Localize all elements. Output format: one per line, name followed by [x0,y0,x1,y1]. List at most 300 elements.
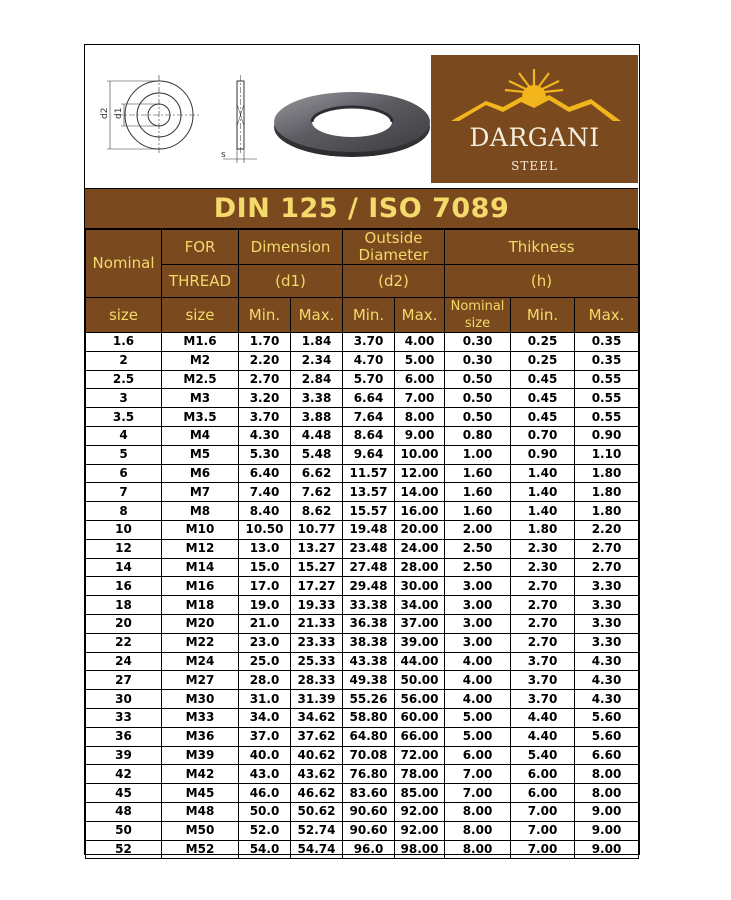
table-cell: 15.27 [291,558,343,577]
table-cell: 52 [86,840,162,859]
table-cell: 52.74 [291,821,343,840]
table-cell: 4.00 [395,333,445,352]
header-d1-max: Max. [291,298,343,333]
table-cell: 2.70 [575,539,639,558]
table-row [86,483,639,502]
table-cell: 9.64 [343,445,395,464]
table-cell: 85.00 [395,784,445,803]
sun-mountain-icon [431,55,638,125]
company-logo [431,55,638,183]
table-cell: 0.45 [511,389,575,408]
table-row [86,652,639,671]
table-cell: 1.60 [445,483,511,502]
table-cell: 22 [86,633,162,652]
table-cell: 38.38 [343,633,395,652]
table-cell: 5.60 [575,708,639,727]
washer-technical-drawing [97,71,259,171]
table-cell: 30 [86,690,162,709]
table-body [86,333,639,859]
table-cell: 5.00 [395,351,445,370]
table-cell: 6.00 [511,765,575,784]
table-cell: 2.30 [511,539,575,558]
s-label: s [221,150,226,160]
table-cell: 39 [86,746,162,765]
table-cell: M14 [162,558,239,577]
table-row [86,802,639,821]
table-cell: 19.0 [239,596,291,615]
table-cell: 25.0 [239,652,291,671]
table-cell: 2.5 [86,370,162,389]
table-cell: 23.48 [343,539,395,558]
table-cell: 54.0 [239,840,291,859]
table-cell: 1.80 [575,464,639,483]
table-cell: 5.00 [445,708,511,727]
table-cell: 1.00 [445,445,511,464]
header-thread: THREAD [162,265,239,298]
table-cell: 17.27 [291,577,343,596]
table-cell: 23.33 [291,633,343,652]
table-cell: M6 [162,464,239,483]
table-cell: 1.10 [575,445,639,464]
table-cell: 21.0 [239,614,291,633]
table-cell: 7.00 [445,765,511,784]
table-row [86,502,639,521]
table-cell: 92.00 [395,821,445,840]
table-cell: 36 [86,727,162,746]
table-row [86,370,639,389]
table-cell: 58.80 [343,708,395,727]
table-cell: 5.60 [575,727,639,746]
table-cell: 1.6 [86,333,162,352]
table-cell: 2.30 [511,558,575,577]
table-row [86,614,639,633]
table-cell: 2.70 [575,558,639,577]
table-cell: 39.00 [395,633,445,652]
table-cell: 3.30 [575,596,639,615]
table-cell: 2.50 [445,558,511,577]
table-cell: 78.00 [395,765,445,784]
table-cell: 28.33 [291,671,343,690]
table-cell: 36.38 [343,614,395,633]
header-d1-min: Min. [239,298,291,333]
table-cell: 48 [86,802,162,821]
table-cell: 8.00 [445,802,511,821]
table-cell: 3.00 [445,614,511,633]
table-row [86,784,639,803]
table-cell: 30.00 [395,577,445,596]
header-outside: Outside [364,229,423,247]
table-cell: M36 [162,727,239,746]
table-cell: 1.80 [575,502,639,521]
table-cell: 3.70 [511,652,575,671]
table-cell: 0.55 [575,408,639,427]
page-title: DIN 125 / ISO 7089 [85,189,638,229]
table-row [86,727,639,746]
table-row [86,708,639,727]
table-cell: 8.00 [575,765,639,784]
table-cell: 3.70 [343,333,395,352]
washer-photo [271,85,433,161]
table-row [86,746,639,765]
header-d1: (d1) [239,265,343,298]
table-cell: 6.00 [511,784,575,803]
table-cell: 1.70 [239,333,291,352]
table-cell: M33 [162,708,239,727]
table-cell: 5.40 [511,746,575,765]
header-diameter: Diameter [358,246,429,264]
table-cell: 49.38 [343,671,395,690]
table-cell: 24 [86,652,162,671]
table-cell: 2.70 [511,596,575,615]
header-thread-size: size [162,298,239,333]
table-cell: M4 [162,426,239,445]
table-cell: 7.00 [445,784,511,803]
table-cell: 5.30 [239,445,291,464]
table-cell: 5 [86,445,162,464]
table-cell: M8 [162,502,239,521]
table-cell: 13.0 [239,539,291,558]
table-cell: 52.0 [239,821,291,840]
table-cell: 11.57 [343,464,395,483]
table-row [86,671,639,690]
table-cell: M18 [162,596,239,615]
table-cell: 2.70 [511,633,575,652]
table-row [86,464,639,483]
table-cell: 1.40 [511,464,575,483]
table-cell: 34.0 [239,708,291,727]
table-cell: 4 [86,426,162,445]
table-cell: 9.00 [395,426,445,445]
d1-label: d1 [114,107,124,119]
table-cell: 8.64 [343,426,395,445]
table-cell: 31.39 [291,690,343,709]
table-cell: 14 [86,558,162,577]
header-size: size [86,298,162,333]
table-cell: 3.70 [511,690,575,709]
table-cell: 60.00 [395,708,445,727]
table-cell: 4.70 [343,351,395,370]
table-cell: 3.00 [445,577,511,596]
table-cell: M48 [162,802,239,821]
table-row [86,539,639,558]
table-cell: 27 [86,671,162,690]
table-cell: 4.40 [511,708,575,727]
table-row [86,558,639,577]
table-cell: M3.5 [162,408,239,427]
header-h: (h) [445,265,639,298]
table-cell: 40.62 [291,746,343,765]
d2-label: d2 [100,107,110,119]
table-cell: 4.48 [291,426,343,445]
table-cell: 7.62 [291,483,343,502]
table-cell: 1.40 [511,502,575,521]
table-cell: 4.30 [575,671,639,690]
table-cell: 3.20 [239,389,291,408]
table-cell: 4.30 [575,652,639,671]
table-cell: 0.35 [575,333,639,352]
table-cell: 0.45 [511,370,575,389]
table-cell: 6.62 [291,464,343,483]
table-cell: 50.0 [239,802,291,821]
table-cell: 45 [86,784,162,803]
table-cell: 55.26 [343,690,395,709]
table-cell: 33.38 [343,596,395,615]
table-row [86,520,639,539]
table-cell: 20.00 [395,520,445,539]
table-cell: M5 [162,445,239,464]
table-cell: M42 [162,765,239,784]
table-cell: 19.48 [343,520,395,539]
table-cell: 16.00 [395,502,445,521]
table-cell: M1.6 [162,333,239,352]
table-row [86,333,639,352]
table-cell: 8.40 [239,502,291,521]
table-cell: 8.00 [575,784,639,803]
table-cell: 12.00 [395,464,445,483]
table-cell: 0.25 [511,333,575,352]
header-d2-min: Min. [343,298,395,333]
table-cell: 6.00 [395,370,445,389]
table-cell: 6.64 [343,389,395,408]
table-cell: 8.00 [445,821,511,840]
header-for: FOR [162,230,239,265]
table-cell: 66.00 [395,727,445,746]
table-cell: 0.55 [575,370,639,389]
table-cell: 2.70 [511,577,575,596]
header-h-max: Max. [575,298,639,333]
table-cell: M27 [162,671,239,690]
table-cell: 33 [86,708,162,727]
table-cell: 3.5 [86,408,162,427]
table-cell: 16 [86,577,162,596]
table-cell: 0.90 [511,445,575,464]
table-cell: 1.84 [291,333,343,352]
datasheet [84,44,640,855]
table-cell: 31.0 [239,690,291,709]
table-cell: 5.00 [445,727,511,746]
table-cell: 2.70 [511,614,575,633]
logo-subtitle: STEEL [511,159,558,173]
table-cell: 9.00 [575,821,639,840]
table-cell: 64.80 [343,727,395,746]
table-cell: 34.62 [291,708,343,727]
table-cell: 0.55 [575,389,639,408]
table-cell: 15.0 [239,558,291,577]
table-cell: 98.00 [395,840,445,859]
table-row [86,840,639,859]
table-cell: 1.80 [511,520,575,539]
table-cell: 28.0 [239,671,291,690]
table-row [86,596,639,615]
table-cell: 2.50 [445,539,511,558]
table-cell: M10 [162,520,239,539]
table-cell: 92.00 [395,802,445,821]
table-cell: M7 [162,483,239,502]
table-cell: 15.57 [343,502,395,521]
table-cell: 28.00 [395,558,445,577]
table-cell: 8.00 [445,840,511,859]
table-cell: 43.38 [343,652,395,671]
table-cell: M52 [162,840,239,859]
table-cell: 0.35 [575,351,639,370]
table-cell: 29.48 [343,577,395,596]
table-cell: 4.00 [445,652,511,671]
table-cell: 4.40 [511,727,575,746]
table-cell: 0.30 [445,351,511,370]
table-cell: 2 [86,351,162,370]
table-cell: 3 [86,389,162,408]
table-cell: 4.00 [445,690,511,709]
table-row [86,445,639,464]
table-cell: 6 [86,464,162,483]
table-cell: M2.5 [162,370,239,389]
table-cell: 0.70 [511,426,575,445]
table-cell: 4.30 [575,690,639,709]
table-cell: 3.70 [511,671,575,690]
table-cell: 76.80 [343,765,395,784]
table-cell: 2.00 [445,520,511,539]
table-cell: 70.08 [343,746,395,765]
table-row [86,690,639,709]
table-cell: 25.33 [291,652,343,671]
header-thikness: Thikness [445,230,639,265]
table-cell: 5.48 [291,445,343,464]
table-row [86,633,639,652]
table-cell: 2.20 [575,520,639,539]
table-cell: 50.62 [291,802,343,821]
table-cell: 34.00 [395,596,445,615]
washer-dimension-table [85,229,639,859]
header-outside-diameter [343,230,445,265]
table-cell: 8.62 [291,502,343,521]
table-row [86,426,639,445]
table-cell: 21.33 [291,614,343,633]
table-cell: 10.50 [239,520,291,539]
table-cell: 3.88 [291,408,343,427]
header-d2: (d2) [343,265,445,298]
table-cell: 90.60 [343,821,395,840]
table-cell: 37.0 [239,727,291,746]
table-row [86,408,639,427]
table-cell: 0.25 [511,351,575,370]
table-cell: 14.00 [395,483,445,502]
table-cell: 46.0 [239,784,291,803]
table-cell: 42 [86,765,162,784]
table-cell: 8.00 [395,408,445,427]
header-dimension: Dimension [239,230,343,265]
table-cell: M12 [162,539,239,558]
table-cell: 0.80 [445,426,511,445]
table-cell: 6.40 [239,464,291,483]
table-cell: 10.00 [395,445,445,464]
table-cell: 18 [86,596,162,615]
header-nominal-size-2: size [464,316,491,331]
table-cell: 5.70 [343,370,395,389]
table-cell: 96.0 [343,840,395,859]
table-cell: 7.40 [239,483,291,502]
table-cell: 3.38 [291,389,343,408]
table-cell: 83.60 [343,784,395,803]
table-cell: 44.00 [395,652,445,671]
table-row [86,389,639,408]
table-cell: 3.30 [575,633,639,652]
table-cell: 54.74 [291,840,343,859]
logo-name: DARGANI [469,123,600,152]
table-cell: 0.50 [445,389,511,408]
table-cell: 23.0 [239,633,291,652]
table-cell: 13.57 [343,483,395,502]
table-cell: 1.40 [511,483,575,502]
table-cell: 10 [86,520,162,539]
table-cell: 0.50 [445,408,511,427]
table-cell: 0.30 [445,333,511,352]
table-cell: 2.34 [291,351,343,370]
table-cell: M39 [162,746,239,765]
table-cell: 7.00 [395,389,445,408]
table-cell: 90.60 [343,802,395,821]
table-cell: 24.00 [395,539,445,558]
table-cell: 3.00 [445,633,511,652]
table-cell: 3.00 [445,596,511,615]
table-cell: M30 [162,690,239,709]
table-cell: M22 [162,633,239,652]
table-cell: 12 [86,539,162,558]
header-nominal-size [445,298,511,333]
table-cell: 7.00 [511,840,575,859]
table-cell: 4.30 [239,426,291,445]
table-cell: 2.20 [239,351,291,370]
table-cell: 2.70 [239,370,291,389]
header-nominal-size-1: Nominal [450,299,505,314]
table-cell: 9.00 [575,802,639,821]
table-row [86,577,639,596]
table-cell: M3 [162,389,239,408]
table-cell: 19.33 [291,596,343,615]
table-cell: 1.80 [575,483,639,502]
header-d2-max: Max. [395,298,445,333]
table-cell: 17.0 [239,577,291,596]
table-cell: 37.62 [291,727,343,746]
table-cell: 0.45 [511,408,575,427]
table-cell: 8 [86,502,162,521]
table-cell: 9.00 [575,840,639,859]
table-cell: M2 [162,351,239,370]
table-cell: 46.62 [291,784,343,803]
table-cell: 3.30 [575,614,639,633]
table-cell: 50 [86,821,162,840]
table-row [86,765,639,784]
table-cell: 3.30 [575,577,639,596]
table-row [86,351,639,370]
table-cell: 10.77 [291,520,343,539]
table-cell: 7.00 [511,821,575,840]
header-band [85,45,638,189]
table-cell: 72.00 [395,746,445,765]
table-cell: 56.00 [395,690,445,709]
table-cell: 50.00 [395,671,445,690]
table-cell: M24 [162,652,239,671]
table-cell: M50 [162,821,239,840]
table-cell: 4.00 [445,671,511,690]
table-cell: 1.60 [445,502,511,521]
table-cell: 20 [86,614,162,633]
table-cell: 27.48 [343,558,395,577]
table-cell: 40.0 [239,746,291,765]
header-nominal: Nominal [86,230,162,298]
table-cell: M20 [162,614,239,633]
table-cell: 1.60 [445,464,511,483]
table-cell: 2.84 [291,370,343,389]
